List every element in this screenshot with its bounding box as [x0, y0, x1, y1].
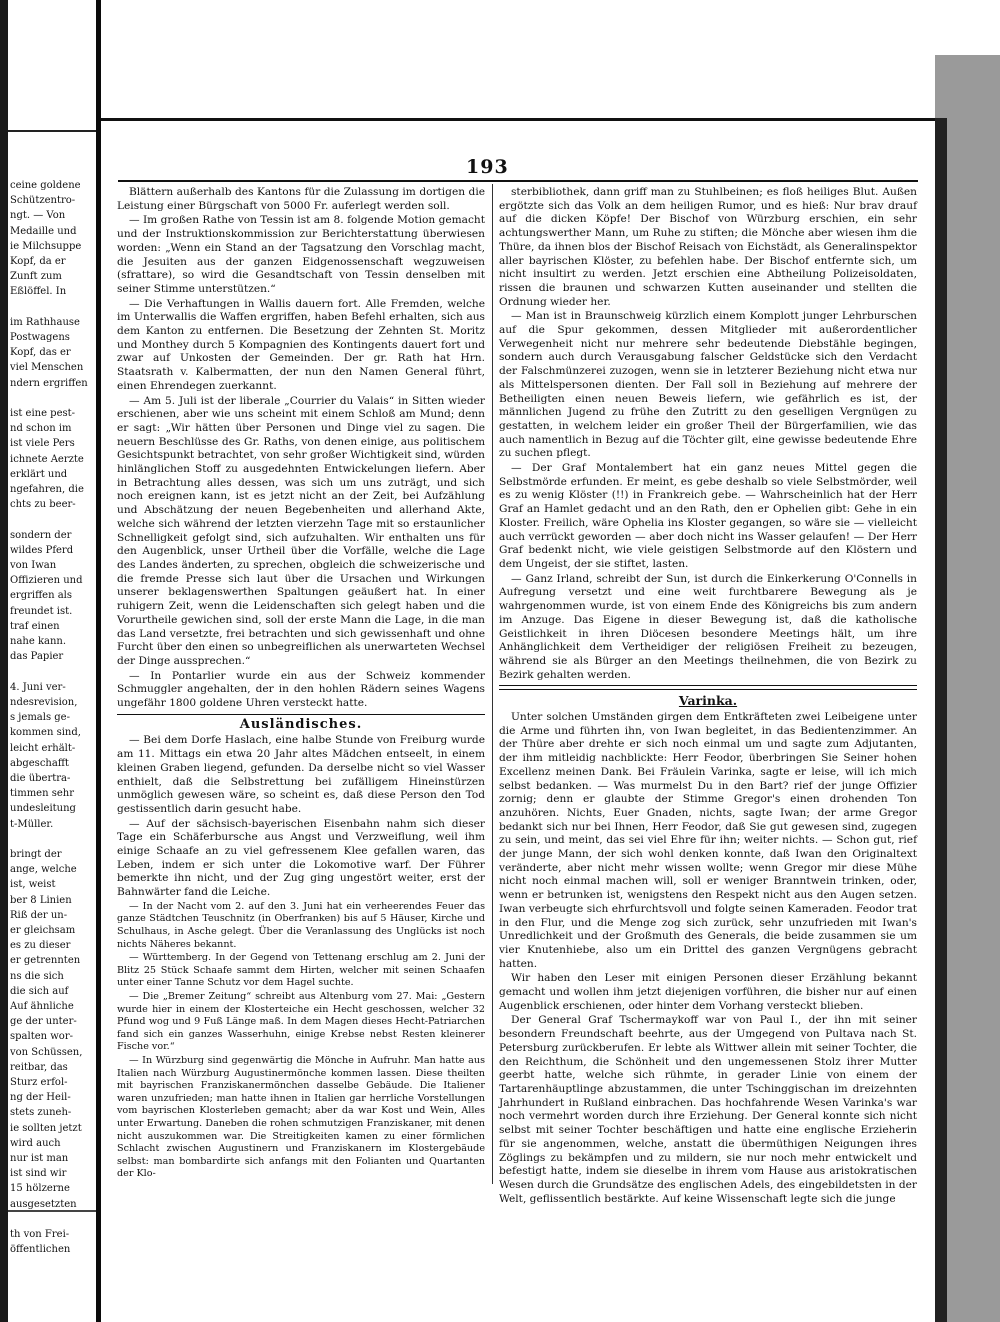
previous-page-line: nd schon im [10, 423, 72, 435]
previous-page-line: ber 8 Linien [10, 894, 72, 906]
previous-page-line: die sich auf [10, 985, 69, 997]
previous-page-line: ist, weist [10, 879, 56, 891]
previous-page-line: ichnete Aerzte [10, 453, 84, 465]
article-paragraph: — Der Graf Montalembert hat ein ganz neues Mittel gegen die Selbstmörde erfunden. Er meint, es gebe deshalb so viele Selbstmörder, weil es zu wenig Klöster (!!) in Frankreich gebe. — Wahrscheinlich hat der Herr Graf an Hamlet gedacht und an den Rath, den er Ophelien gibt: Gehe in ein Kloster. Freilich, wäre Ophelia ins Kloster gegangen, so wäre sie — vielleicht auch verrückt geworden — aber doch nicht ins Wasser gelaufen! — Der Herr Graf bedenkt nicht, wie viele geistigen Selbstmorde auf den Klöstern und dem Ungeist, der sie stiftet, lasten. [499, 462, 917, 570]
page-edge-shadow [935, 118, 947, 1322]
previous-page-bottom-rule [8, 1210, 96, 1212]
column-separator [492, 184, 493, 1184]
previous-page-line: Zunft zum [10, 271, 62, 283]
previous-page-line: reitbar, das [10, 1061, 68, 1073]
previous-page-line: von Iwan [10, 560, 57, 572]
story-paragraph: Wir haben den Leser mit einigen Personen dieser Erzählung bekannt gemacht und wollen ihm jetzt diejenigen vorführen, die bisher nur auf einen Augenblick erschienen, oder hinter dem Vorhang versteckt blieben. [499, 972, 917, 1012]
previous-page-line: öffentlichen [10, 1244, 71, 1256]
previous-page-column [10, 178, 94, 1257]
previous-page-line: kommen sind, [10, 727, 81, 739]
previous-page-line: ns die sich [10, 970, 64, 982]
previous-page-line: Medaille und [10, 225, 77, 237]
previous-page-line: wildes Pferd [10, 544, 74, 556]
previous-page-line: ist sind wir [10, 1168, 67, 1180]
previous-page-line: im Rathhause [10, 316, 80, 328]
previous-page-line: s jemals ge- [10, 712, 70, 724]
page-number: 193 [466, 156, 509, 178]
previous-page-line: timmen sehr [10, 788, 74, 800]
previous-page-line: ergriffen als [10, 590, 73, 602]
page-top-edge [101, 118, 935, 121]
previous-page-line: erklärt und [10, 468, 68, 480]
story-paragraph: Der General Graf Tschermaykoff war von Paul I., der ihn mit seiner besondern Freundschaft beehrte, aus der Umgegend von Pultava nach St. Petersburg zurückberufen. Er lebte als Wittwer allein mit seiner Tochter, die den Reichthum, die Schönheit und den ungemessenen Stolz ihrer Mutter geerbt hatte, welche sich rühmte, in gerader Linie von einem der Tartarenhäuptlinge abzustammen, die unter Tschinggischan im dreizehnten Jahrhundert in Rußland einbrachen. Das hochfahrende Wesen Varinka's war noch vermehrt worden durch ihre Erziehung. Der General konnte sich nicht selbst mit seiner Tochter beschäftigen und hatte eine englische Erzieherin für sie angenommen, welche, anstatt die übermüthigen Neigungen ihres Zöglings zu bekämpfen und zu mildern, sie nur noch mehr entwickelt und befestigt hatte, indem sie dieselbe in ihrem vom Hause aus aristokratischen Wesen durch die Grundsätze des englischen Adels, des eingebildetsten in der Welt, geflissentlich bestärkte. Auf keine Wissenschaft legte sich die junge [499, 1014, 917, 1205]
feuilleton-divider [499, 685, 917, 690]
story-title: Varinka. [678, 693, 738, 709]
news-item: — In Würzburg sind gegenwärtig die Mönche in Aufruhr. Man hatte aus Italien nach Würzburg Augustinermönche kommen lassen. Diese theilten mit bayrischen Franziskanermönchen dasselbe Gebäude. Die Italiener waren unzufrieden; man hatte ihnen in Italien gar herrliche Vorstellungen vom bayrischen Klosterleben gemacht; aber da war Kost und Wein, Alles unter Erwartung. Daneben die rohen schmutzigen Franziskaner, mit denen nicht auszukommen war. Die Streitigkeiten kamen zu einer förmlichen Schlacht zwischen Augustinern und Franziskanern im Klostergebäude selbst: man bombardirte sich anfangs mit den Folianten und Quartanten der Klo- [117, 1054, 485, 1180]
previous-page-line: ist eine pest- [10, 408, 76, 420]
article-paragraph: sterbibliothek, dann griff man zu Stuhlbeinen; es floß heiliges Blut. Außen ergötzte sich das Volk an dem heiligen Rumor, und es hieß: Nur brav drauf auf die dicken Köpfe! Der Bischof von Würzburg erschien, ein sehr achtungswerther Mann, um Ruhe zu stiften; die Mönche aber wiesen ihm die Thüre, da ihnen blos der Bischof Reisach von Eichstädt, als Generalinspektor aller bayrischen Klöster, zu befehlen habe. Der Bischof entfernte sich, um nicht insultirt zu werden. Jetzt erschien eine Abtheilung Polizeisoldaten, rissen die braunen und schwarzen Kutten auseinander und stellten die Ordnung wieder her. [499, 186, 917, 308]
article-paragraph: — Am 5. Juli ist der liberale „Courrier du Valais“ in Sitten wieder erschienen, aber wie uns scheint mit einem Schloß am Mund; denn er sagt: „Wir hätten über Personen und Dinge viel zu sagen. Die neuern Beschlüsse des Gr. Raths, von denen einige, aus politischem Gesichtspunkt betrachtet, von sehr großer Wichtigkeit sind, würden hinlänglichen Stoff zu ausgedehnten Entwickelungen liefern. Aber in Betrachtung alles dessen, was sich um uns zuträgt, und sich noch ereignen kann, ist es jetzt nicht an der Zeit, bei Aufzählung und Abschätzung der neuen Begebenheiten und allerhand Akte, welche sich während der letzten vierzehn Tage mit so erstaunlicher Schnelligkeit gefolgt sind, sich aufzuhalten. Wir enthalten uns für den Augenblick, unser Urtheil über die Vorfälle, welche die Lage des Landes änderten, zu sprechen, obgleich die schweizerische und die fremde Presse sich laut über die Ursachen und Wirkungen unserer beklagenswerthen Spaltungen geäußert hat. In einer ruhigern Zeit, wenn die Leidenschaften sich gelegt haben und die Vorurtheile gewichen sind, soll der erste Mann die Lage, in die man das Land versetzte, frei betrachten und sich gewissenhaft und ohne Furcht über den einen so unbegreiflichen als unerwarteten Wechsel der Dinge aussprechen.“ [117, 394, 485, 667]
previous-page-line: wird auch [10, 1137, 61, 1149]
previous-page-line: Schützentro- [10, 195, 76, 207]
book-gutter [96, 0, 101, 1322]
previous-page-line: abgeschafft [10, 757, 69, 769]
previous-page-line: 15 hölzerne [10, 1183, 70, 1195]
previous-page-line: stets zuneh- [10, 1107, 72, 1119]
previous-page-line: bringt der [10, 848, 62, 860]
right-column [499, 186, 917, 1207]
previous-page-line: Auf ähnliche [10, 1000, 74, 1012]
previous-page-line: Sturz erfol- [10, 1076, 68, 1088]
previous-page-line: Kopf, da er [10, 256, 66, 268]
previous-page-line: t-Müller. [10, 818, 54, 830]
previous-page-line: ndesrevision, [10, 696, 78, 708]
news-item: — In der Nacht vom 2. auf den 3. Juni hat ein verheerendes Feuer das ganze Städtchen Teuschnitz (in Oberfranken) bis auf 5 Häuser, Kirche und Schulhaus, in Asche gelegt. Über die Veranlassung des Unglücks ist noch nichts Näheres bekannt. [117, 900, 485, 950]
previous-page-line: ceine goldene [10, 180, 81, 191]
previous-page-line: ndern ergriffen [10, 377, 88, 389]
previous-page-line: ngt. — Von [10, 210, 66, 222]
article-paragraph: — Die Verhaftungen in Wallis dauern fort. Alle Fremden, welche im Unterwallis die Waffen ergriffen, haben Befehl erhalten, sich aus dem Kanton zu entfernen. Die Besetzung der Zehnten St. Moritz und Monthey durch 5 Kompagnien des Kontingents dauert fort und zwar auf Unkosten der Gemeinden. Der gr. Rath hat Hrn. Staatsrath v. Kalbermatten, der nun den Namen General führt, einen Ehrendegen zuerkannt. [117, 297, 485, 392]
previous-page-line: ie sollten jetzt [10, 1122, 82, 1134]
article-paragraph: — Ganz Irland, schreibt der Sun, ist durch die Einkerkerung O'Connells in Aufregung versetzt und eine weit furchtbarere Bewegung als je wahrgenommen wurde, ist von einem Ende des Königreichs bis zum andern im Anzuge. Das Eigene in dieser Bewegung ist, daß die katholische Geistlichkeit in ihren Diöcesen besondere Meetings hält, um ihre Anhänglichkeit dem Vertheidiger der religiösen Freiheit zu bezeugen, während sie als Bürger an den Meetings theilnehmen, die von Bezirk zu Bezirk gehalten werden. [499, 572, 917, 681]
previous-page-top-rule [8, 130, 96, 132]
previous-page-line [10, 832, 94, 847]
article-paragraph: — Man ist in Braunschweig kürzlich einem Komplott junger Lehrburschen auf die Spur gekommen, dessen Mitglieder mit außerordentlicher Verwegenheit nicht nur mehrere sehr bedeutende Diebstähle begingen, sondern auch durch Verausgabung falscher Geldstücke sich den Verdacht der Falschmünzerei zuzogen, wenn sie in letzterer Beziehung nicht etwa nur als Mittelspersonen dienten. Der Fall soll in Beziehung auf mehrere der Betheiligten einen neuen Beweis liefern, wie gefährlich es ist, der männlichen Jugend zu frühe den Zutritt zu den geselligen Vergnügen zu gestatten, in welchem leider ein großer Theil der Bürgerfamilien, wie das auch namentlich in Bezug auf die Töchter gilt, eine gewisse bedeutende Ehre zu suchen pflegt. [499, 310, 917, 460]
previous-page-line [10, 391, 94, 406]
previous-page-line: chts zu beer- [10, 499, 76, 511]
previous-page-line: es zu dieser [10, 940, 71, 952]
previous-page-line: Postwagens [10, 332, 70, 344]
article-paragraph: — Im großen Rathe von Tessin ist am 8. folgende Motion gemacht und der Instruktionskommission zur Berichterstattung überwiesen worden: „Wenn ein Stand an der Tagsatzung den Vorschlag macht, die Jesuiten aus der ganzen Eidgenossenschaft wegzuweisen (sfrattare), so wird die Gesandtschaft von Tessin denselben mit seiner Stimme unterstützen.“ [117, 214, 485, 295]
previous-page-line: von Schüssen, [10, 1046, 83, 1058]
previous-page-line: das Papier [10, 651, 64, 663]
left-column [117, 186, 485, 1182]
previous-page-line: ist viele Pers [10, 438, 75, 450]
previous-page-line: leicht erhält- [10, 742, 76, 754]
previous-page-line: traf einen [10, 620, 60, 632]
previous-page-line: viel Menschen [10, 362, 84, 374]
previous-page-line: Kopf, das er [10, 347, 71, 359]
previous-page-line: 4. Juni ver- [10, 681, 66, 693]
header-rule [118, 180, 918, 182]
previous-page-line: Offizieren und [10, 575, 83, 587]
previous-page-line: th von Frei- [10, 1229, 70, 1241]
previous-page-line: undesleitung [10, 803, 76, 815]
previous-page-line: er gleichsam [10, 924, 76, 936]
previous-page-line: ie Milchsuppe [10, 240, 82, 252]
previous-page-line: er getrennten [10, 955, 81, 967]
previous-page-line: ng der Heil- [10, 1092, 71, 1104]
previous-page-line: spalten wor- [10, 1031, 73, 1043]
news-item: — Württemberg. In der Gegend von Tettenang erschlug am 2. Juni der Blitz 25 Stück Schaafe sammt dem Hirten, welcher mit seinen Schaafen unter einer Tanne Schutz vor dem Hagel suchte. [117, 952, 485, 989]
previous-page-line: sondern der [10, 529, 72, 541]
story-paragraph: Unter solchen Umständen girgen dem Entkräfteten zwei Leibeigene unter die Arme und führten ihn, von Iwan begleitet, in das Bedientenzimmer. An der Thüre aber drehte er sich noch einmal um und sagte zum Adjutanten, der ihm mitleidig nachblickte: Herr Feodor, überbringen Sie Seiner hohen Excellenz meinen Dank. Bei Fräulein Varinka, sagte er leise, will ich mich selbst bedanken. — Was murmelst Du in den Bart? rief der junge Offizier zornig; denn er glaubte der Stimme Gregor's einen drohenden Ton anzuhören. Nichts, Euer Gnaden, nichts, sagte Iwan; der arme Gregor bedankt sich nur bei Ihnen, Herr Feodor, daß Sie gut gewesen sind, zugegen zu sein, und meint, das sei viel Ehre für ihn; weiter nichts. — Schon gut, rief der junge Mann, der sich wohl denken konnte, daß Iwan den Originaltext veränderte, aber nicht mehr wissen wollte; wenn Gregor mir diese Mühe nicht noch einmal machen will, soll er weniger Branntwein trinken, oder, wenn er betrunken ist, wenigstens den Respekt nicht aus den Augen setzen. Iwan verbeugte sich ehrfurchtsvoll und folgte seinen Kameraden. Feodor trat in den Flur, und die Menge zog sich zurück, sehr unzufrieden mit Iwan's Unredlichkeit und der Großmuth des Generals, die beide zusammen sie um vier Knutenhiebe, also um ein Drittel des ganzen Vergnügens gebracht hatten. [499, 711, 917, 970]
previous-page-line [10, 665, 94, 680]
previous-page-line: die übertra- [10, 772, 71, 784]
article-paragraph: — In Pontarlier wurde ein aus der Schweiz kommender Schmuggler angehalten, der in den hohlen Rädern seines Wagens ungefähr 1800 goldene Uhren versteckt hatte. [117, 669, 485, 710]
previous-page-line: ange, welche [10, 864, 77, 876]
article-paragraph: Blättern außerhalb des Kantons für die Zulassung im dortigen die Leistung einer Bürgschaft von 5000 Fr. auferlegt werden soll. [117, 186, 485, 212]
section-heading: Ausländisches. [239, 716, 363, 732]
scan-edge-left [0, 0, 8, 1322]
previous-page-line: nahe kann. [10, 636, 67, 648]
previous-page-line [10, 1212, 94, 1227]
article-paragraph: — Auf der sächsisch-bayerischen Eisenbahn nahm sich dieser Tage ein Schäferbursche aus Angst und Verzweiflung, weil ihm einige Schaafe an zu viel gefressenem Klee gefallen waren, das Leben, indem er sich unter die Lokomotive warf. Der Führer bemerkte ihn nicht, und der Zug ging ungestört weiter, erst der Bahnwärter fand die Leiche. [117, 817, 485, 899]
previous-page-line [10, 300, 94, 315]
previous-page-line: ge der unter- [10, 1016, 77, 1028]
previous-page-line: Riß der un- [10, 909, 68, 921]
article-paragraph: — Bei dem Dorfe Haslach, eine halbe Stunde von Freiburg wurde am 11. Mittags ein etwa 20 Jahr altes Mädchen entseelt, in einem kleinen Graben liegend, gefunden. Da derselbe nicht so viel Wasser enthielt, daß die Selbstrettung bei zufälligem Hineinstürzen unmöglich gewesen wäre, so scheint es, daß diese Person den Tod gestissentlich darin gesucht habe. [117, 734, 485, 815]
news-item: — Die „Bremer Zeitung“ schreibt aus Altenburg vom 27. Mai: „Gestern wurde hier in einem der Klosterteiche ein Hecht geschossen, welcher 32 Pfund wog und 9 Fuß Länge maß. In dem Magen dieses Hecht-Patriarchen fand sich ein ganzes Wasserhuhn, einige Krebse nebst Resten kleinerer Fische vor.“ [117, 991, 485, 1053]
previous-page-line: freundet ist. [10, 605, 73, 617]
section-divider [117, 714, 485, 715]
previous-page-line: ngefahren, die [10, 484, 84, 496]
previous-page-line: ausgesetzten [10, 1198, 77, 1210]
previous-page-line: Eßlöffel. In [10, 286, 67, 298]
previous-page-line: nur ist man [10, 1153, 69, 1164]
previous-page-line [10, 512, 94, 527]
